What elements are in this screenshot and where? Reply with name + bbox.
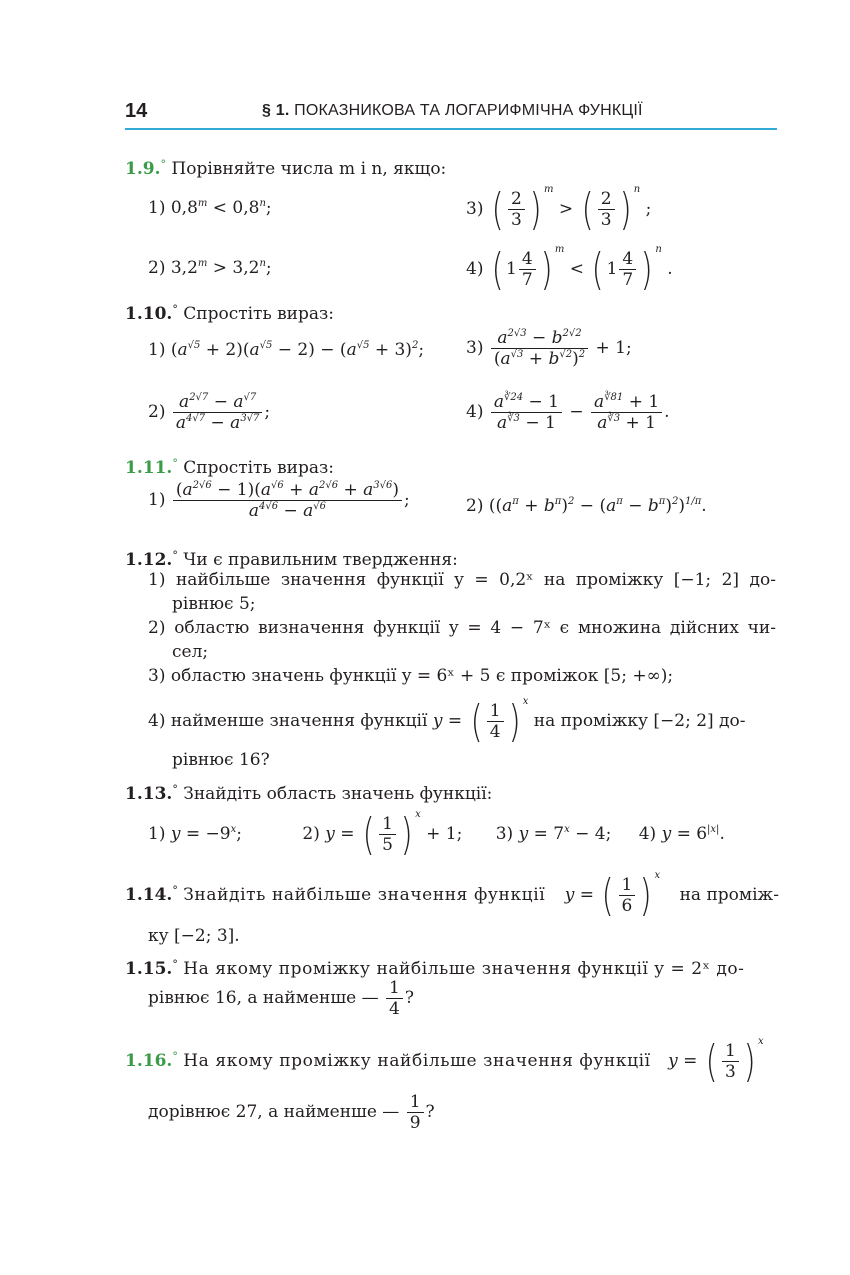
exercise-1-10-item-3: 3) $\frac{a^{2√3} - b^{2√2}}{(a^{√3} + b^{√2})^2}$ + 1; <box>466 328 632 369</box>
exercise-1-12-heading <box>125 546 458 570</box>
line-text: на проміжку [−2; 2] до- <box>533 711 746 731</box>
section-mark: § 1. <box>262 102 290 119</box>
exercise-1-14-line-1: 1.14.° Знайдіть найбільше значення функції y = ( $\frac{1}{6}$ ) $^x$ на проміж- <box>125 869 779 921</box>
item-text: 1) 0,8 <box>148 198 198 218</box>
degree-mark: ° <box>172 884 178 897</box>
exercise-prompt: Знайдіть область значень функції: <box>183 784 493 804</box>
line-text: дорівнює 27, а найменше — <box>148 1102 400 1122</box>
exercise-number: 1.9. <box>125 159 161 179</box>
exercise-1-16-line-2: дорівнює 27, а найменше — $\frac{1}{9}$ ? <box>148 1092 435 1133</box>
exercise-1-12-line-2: 2) областю визначення функції y = 4 − 7ˣ є множина дійсних чи- <box>148 618 776 638</box>
degree-mark: ° <box>172 549 178 562</box>
exercise-prompt: Чи є правильним твердження: <box>183 550 458 570</box>
exercise-number: 1.13. <box>125 784 173 804</box>
exercise-1-9-item-4: 4) ( 1 $\frac{4}{7}$ ) $^m$ < ( 1 $\frac{4}{7}$ ) $^n$ . <box>466 243 673 295</box>
degree-mark: ° <box>172 303 178 316</box>
exercise-1-16-line-1: 1.16.° На якому проміжку найбільше значення функції y = ( $\frac{1}{3}$ ) $^x$ <box>125 1035 764 1087</box>
degree-mark: ° <box>172 1050 178 1063</box>
exercise-1-9-item-3: 3) ( $\frac{2}{3}$ ) $^m$ > ( $\frac{2}{3}$ ) $^n$ ; <box>466 183 652 235</box>
degree-mark: ° <box>172 457 178 470</box>
exercise-1-11-item-2: 2) $((a^\pi + b^\pi)^2 - (a^\pi - b^\pi)^2)^{1/\pi}$. <box>466 496 707 516</box>
item-text: 2) 3,2 <box>148 258 198 278</box>
exercise-prompt: Спростіть вираз: <box>183 458 335 478</box>
exercise-1-12-line-1: 1) найбільше значення функції y = 0,2ˣ на проміжку [−1; 2] до- <box>148 570 776 590</box>
exercise-1-13-items: 1) $y = -9^x$; 2) y = ( $\frac{1}{5}$ ) $^x$ + 1; 3) $y = 7^x - 4$; 4) $y = 6^{|x|}$. <box>148 808 725 860</box>
exercise-1-12-line-1b: рівнює 5; <box>172 594 256 614</box>
line-text: Знайдіть найбільше значення функції <box>183 885 546 905</box>
exercise-number: 1.16. <box>125 1051 173 1071</box>
exercise-1-15-line-1 <box>125 955 777 979</box>
exercise-prompt: Спростіть вираз: <box>183 304 335 324</box>
exercise-1-15-line-2: рівнює 16, а найменше — $\frac{1}{4}$ ? <box>148 978 414 1019</box>
exercise-1-13-heading <box>125 780 492 804</box>
line-text: На якому проміжку найбільше значення функції <box>183 1051 651 1071</box>
exercise-1-14-line-2: ку [−2; 3]. <box>148 926 240 946</box>
degree-mark: ° <box>172 783 178 796</box>
exercise-1-11-item-1: 1) $\frac{(a^{2√6} - 1)(a^{√6} + a^{2√6} + a^{3√6})}{a^{4√6} - a^{√6}}$ ; <box>148 480 410 521</box>
exercise-1-10-item-2: 2) $\frac{a^{2√7} - a^{√7}}{a^{4√7} - a^{3√7}}$ ; <box>148 392 271 433</box>
item-text: 3) <box>466 199 484 219</box>
exercise-1-12-line-2b: сел; <box>172 642 209 662</box>
exercise-1-9-heading <box>125 155 446 179</box>
degree-mark: ° <box>172 958 178 971</box>
exercise-number: 1.10. <box>125 304 173 324</box>
exercise-1-9-item-2: 2) $3,2^m > 3,2^n$; <box>148 258 272 278</box>
header-rule <box>125 128 777 130</box>
exercise-number: 1.14. <box>125 885 173 905</box>
exercise-1-10-item-4: 4) $\frac{a^{∛24} - 1}{a^{∛3} - 1}$ − $\frac{a^{∛81} + 1}{a^{∛3} + 1}$ . <box>466 392 670 433</box>
exercise-number: 1.15. <box>125 959 173 979</box>
line-text: на проміж- <box>679 885 779 905</box>
line-text: 4) найменше значення функції <box>148 711 428 731</box>
exercise-number: 1.11. <box>125 458 173 478</box>
exercise-prompt: Порівняйте числа m і n, якщо: <box>171 159 447 179</box>
exercise-1-10-heading <box>125 300 334 324</box>
running-header <box>262 102 643 120</box>
section-title: ПОКАЗНИКОВА ТА ЛОГАРИФМІЧНА ФУНКЦІЇ <box>294 102 643 119</box>
line-text: рівнює 16, а найменше — <box>148 988 379 1008</box>
degree-mark: ° <box>160 158 166 171</box>
exercise-1-9-item-1: 1) $0,8^m < 0,8^n$; <box>148 198 272 218</box>
exercise-1-12-line-3: 3) областю значень функції y = 6ˣ + 5 є проміжок [5; +∞); <box>148 666 674 686</box>
exercise-1-10-item-1: 1) $(a^{√5} + 2)(a^{√5} - 2) - (a^{√5} + 3)^2$; <box>148 340 425 360</box>
item-text: 4) <box>466 259 484 279</box>
page-number: 14 <box>125 100 148 122</box>
exercise-1-12-line-4: 4) найменше значення функції y = ( $\frac{1}{4}$ ) $^x$ на проміжку [−2; 2] до- <box>148 695 746 747</box>
exercise-1-12-line-4c: рівнює 16? <box>172 750 270 770</box>
exercise-1-11-heading <box>125 454 334 478</box>
line-text: На якому проміжку найбільше значення функції y = 2ˣ до- <box>183 959 745 979</box>
exercise-number: 1.12. <box>125 550 173 570</box>
